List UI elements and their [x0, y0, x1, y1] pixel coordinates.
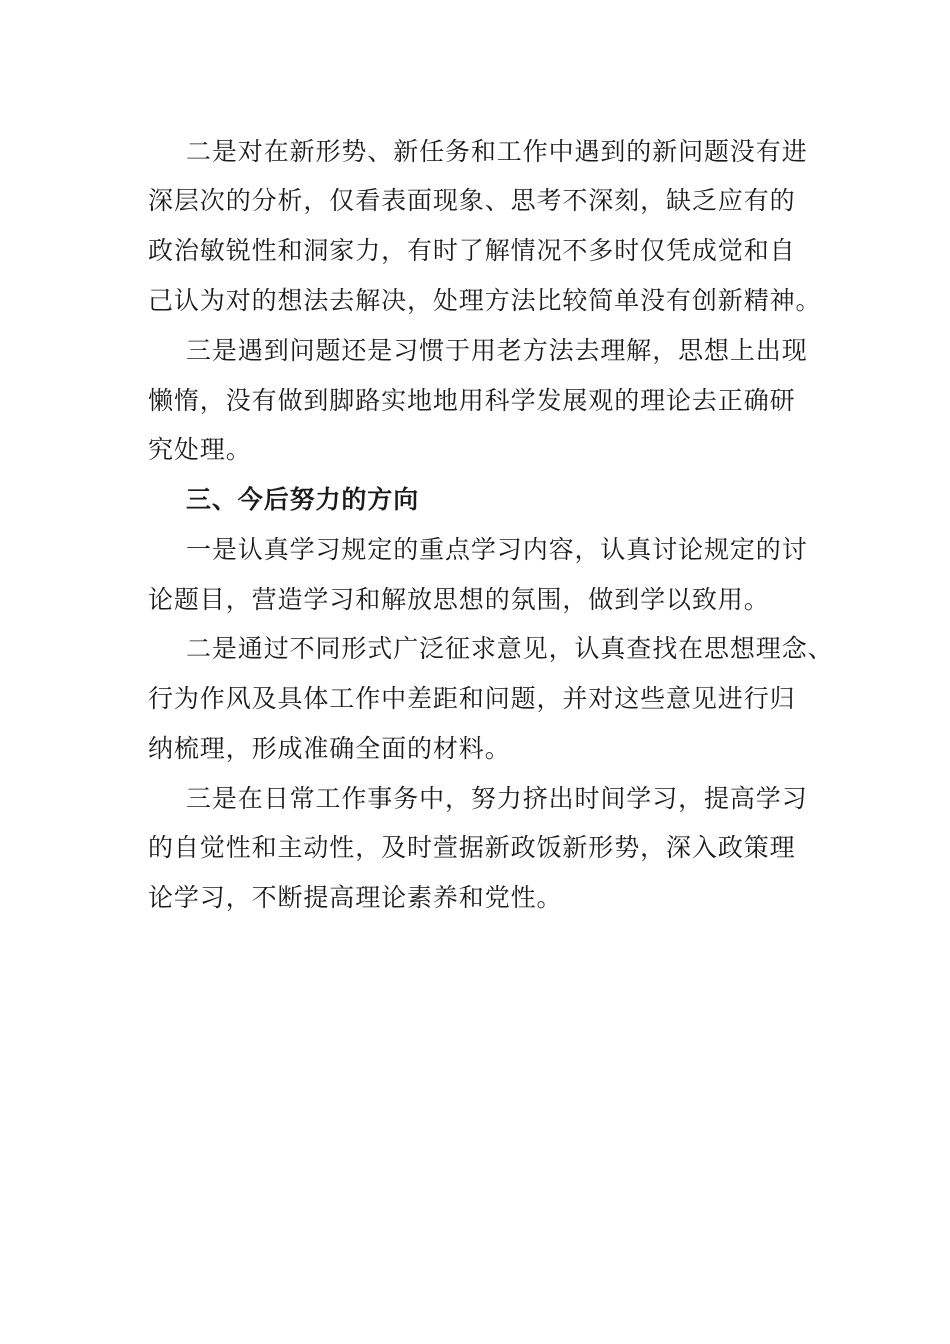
item-3-line-2: 的自觉性和主动性，及时萱据新政饭新形势，深入政策理	[148, 833, 796, 862]
item-2-line-2: 行为作风及具体工作中差距和问题，并对这些意见进行归	[148, 684, 796, 713]
item-3-line-1: 三是在日常工作事务中，努力挤出时间学习，提高学习	[186, 784, 808, 813]
item-2-line-3: 纳梳理，形成准确全面的材料。	[148, 734, 511, 763]
paragraph-2-line-4: 己认为对的想法去解决，处理方法比较简单没有创新精神。	[148, 286, 822, 315]
section-heading: 三、今后努力的方向	[186, 485, 420, 514]
paragraph-3-line-1: 三是遇到问题还是习惯于用老方法去理解，思想上出现	[186, 336, 808, 365]
paragraph-3-line-2: 懒惰，没有做到脚路实地地用科学发展观的理论去正确研	[148, 386, 796, 415]
item-1-line-2: 论题目，营造学习和解放思想的氛围，做到学以致用。	[148, 585, 770, 614]
paragraph-3-line-3: 究处理。	[148, 435, 252, 464]
item-2-line-1: 二是通过不同形式广泛征求意见，认真查找在思想理念、	[186, 634, 834, 663]
paragraph-2-line-3: 政治敏锐性和洞家力，有时了解情况不多时仅凭成觉和自	[148, 236, 796, 265]
item-3-line-3: 论学习，不断提高理论素养和党性。	[148, 883, 563, 912]
paragraph-2-line-2: 深层次的分析，仅看表面现象、思考不深刻，缺乏应有的	[148, 186, 796, 215]
item-1-line-1: 一是认真学习规定的重点学习内容，认真讨论规定的讨	[186, 535, 808, 564]
paragraph-2-line-1: 二是对在新形势、新任务和工作中遇到的新问题没有进	[186, 137, 808, 166]
